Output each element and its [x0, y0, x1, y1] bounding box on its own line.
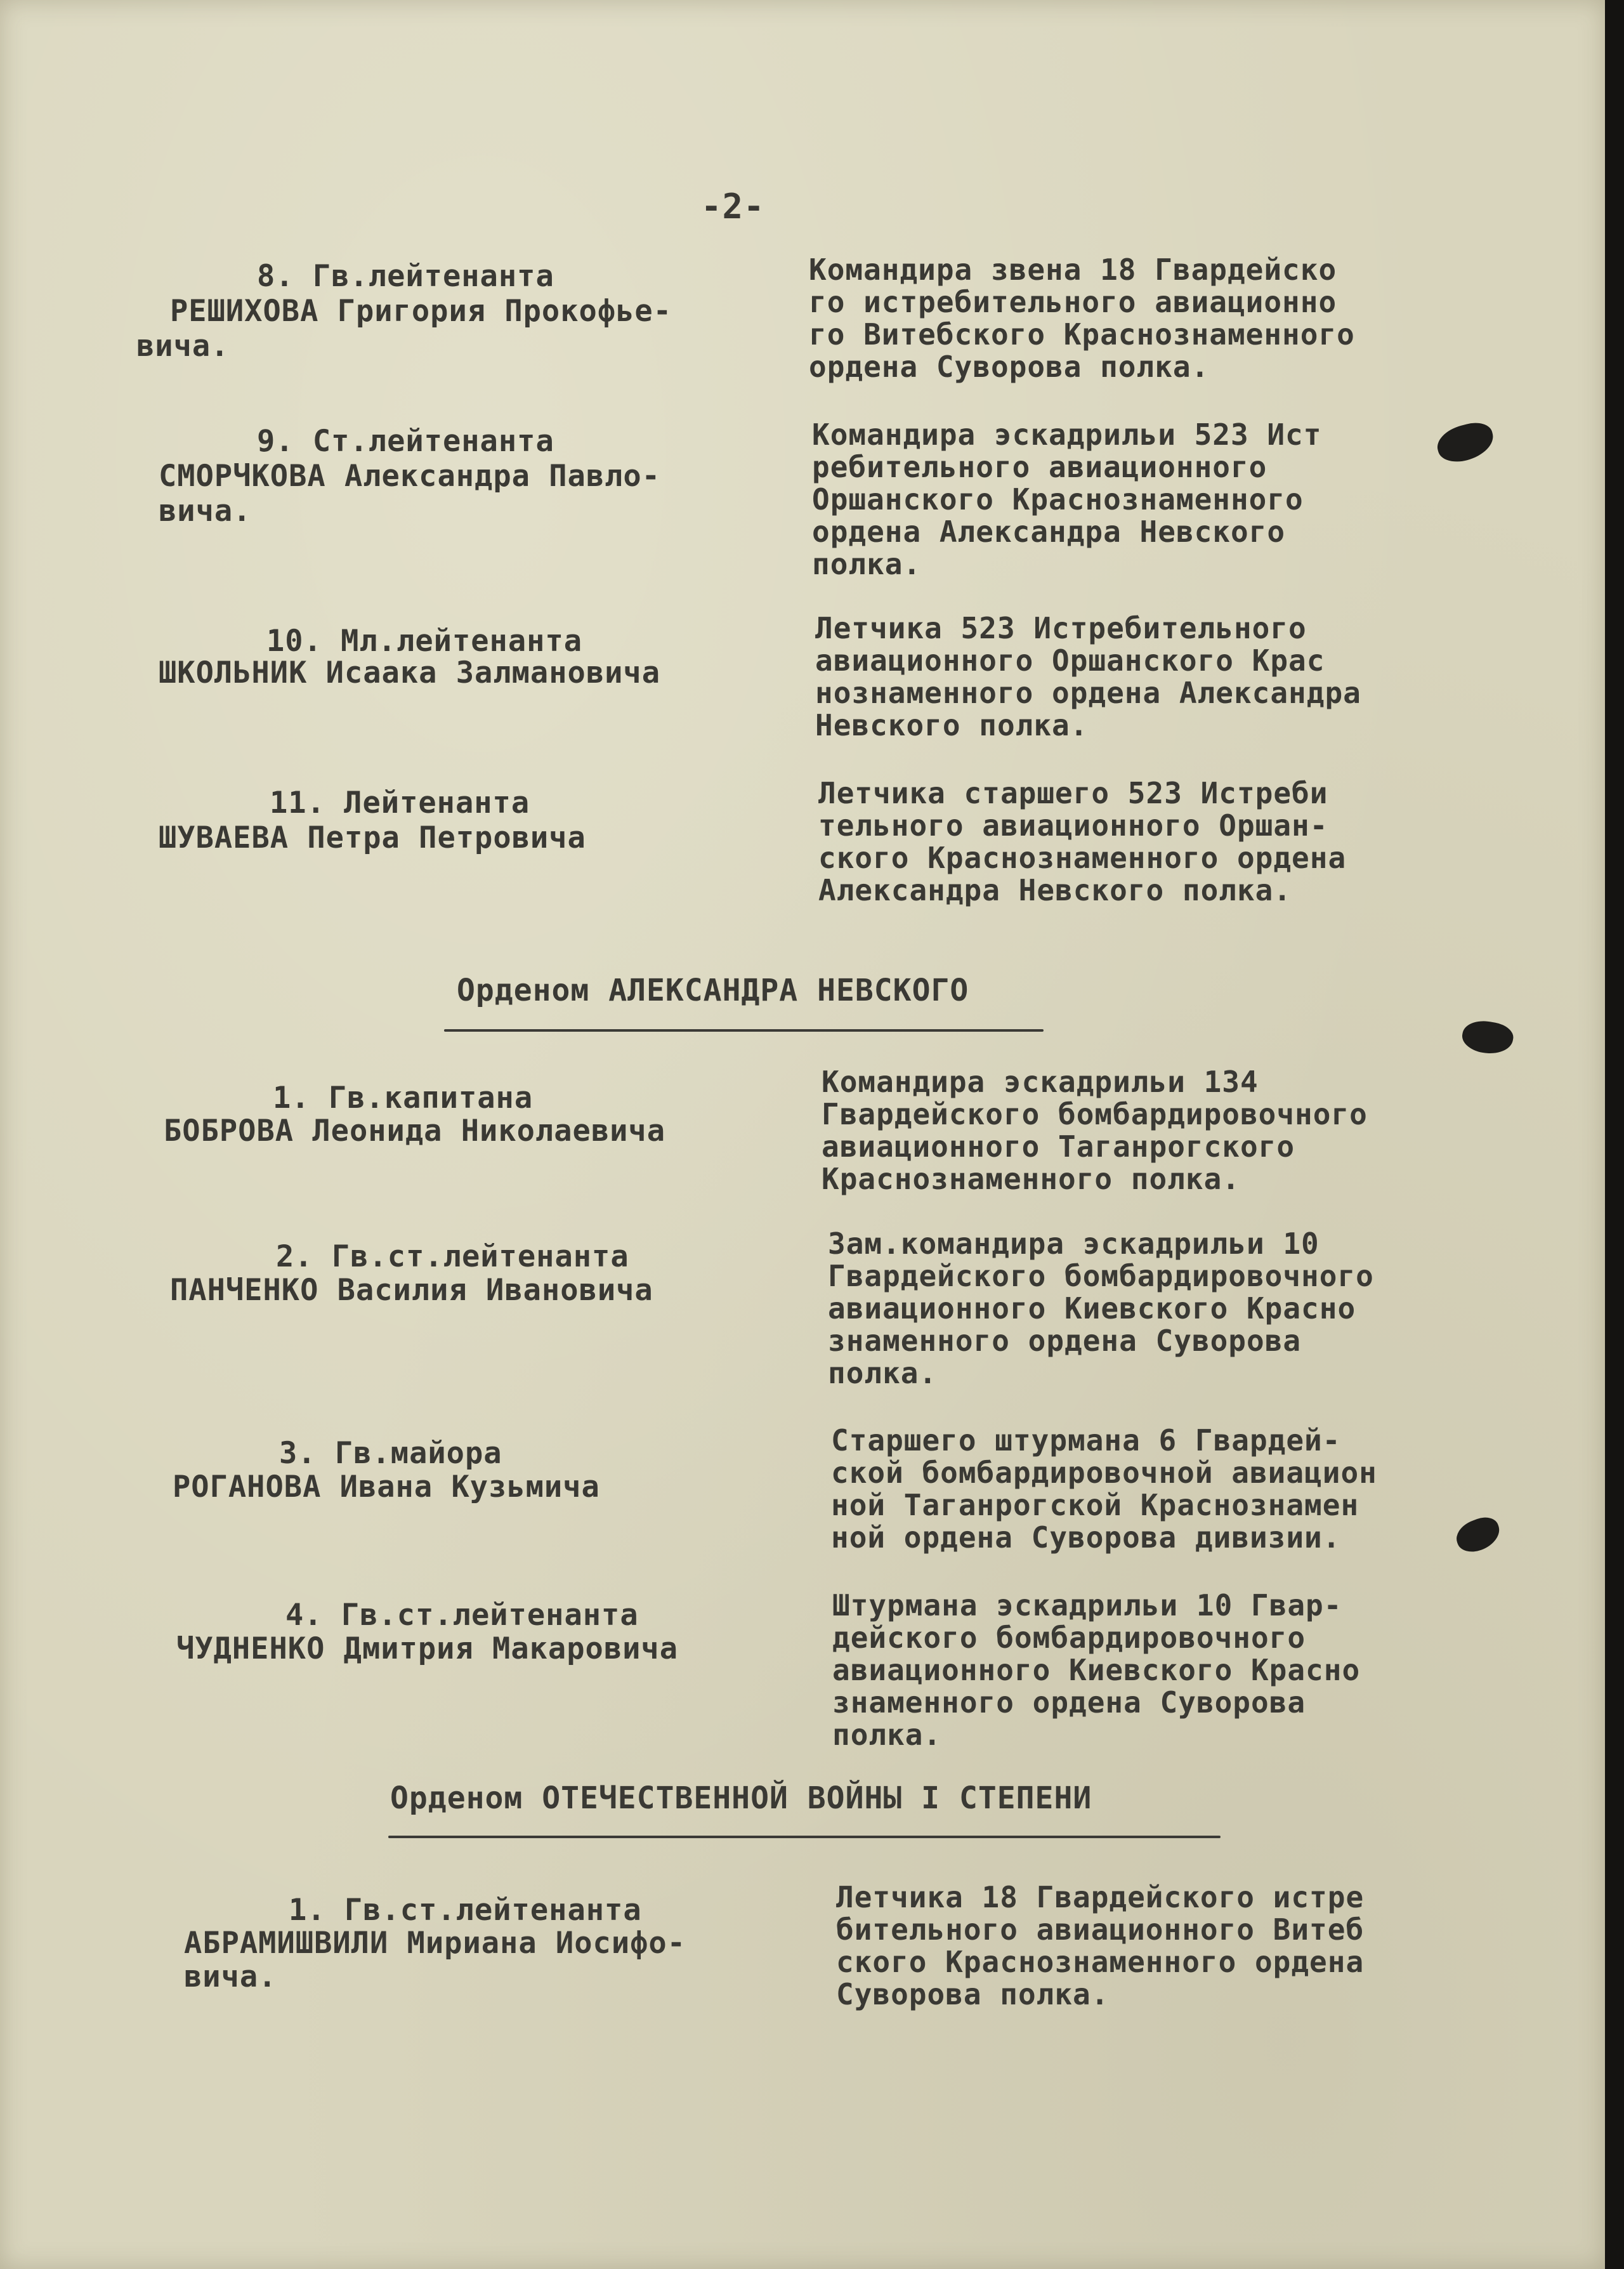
entry-position-line: Командира эскадрильи 134	[822, 1065, 1259, 1099]
entry-position-line: бительного авиационного Витеб	[836, 1912, 1365, 1947]
entry-position-line: Гвардейского бомбардировочного	[828, 1259, 1374, 1293]
entry-position-line: Зам.командира эскадрильи 10	[828, 1227, 1320, 1261]
entry-position-line: нознаменного ордена Александра	[815, 676, 1361, 710]
entry-position-line: полка.	[828, 1356, 938, 1390]
entry-position-line: Штурмана эскадрильи 10 Гвар-	[832, 1588, 1342, 1622]
entry-position-line: Краснознаменного полка.	[822, 1162, 1240, 1196]
entry-position-line: Командира звена 18 Гвардейско	[809, 253, 1337, 287]
entry-position-line: ребительного авиационного	[812, 450, 1267, 484]
entry-position-line: полка.	[832, 1718, 942, 1752]
entry-name: ЧУДНЕНКО Дмитрия Макаровича	[176, 1631, 679, 1666]
entry-name: АБРАМИШВИЛИ Мириана Иосифо-	[184, 1926, 686, 1961]
entry-position-line: Невского полка.	[815, 708, 1089, 742]
ink-blot	[1460, 1017, 1515, 1057]
entry-position-line: дейского бомбардировочного	[832, 1621, 1306, 1655]
entry-rank: 8. Гв.лейтенанта	[257, 259, 554, 294]
entry-position-line: ной Таганрогской Краснознамен	[831, 1488, 1359, 1522]
heading-underline	[388, 1836, 1221, 1838]
entry-rank: 11. Лейтенанта	[270, 786, 530, 820]
entry-position-line: Командира эскадрильи 523 Ист	[812, 418, 1322, 452]
section-heading-patriotic-war: Орденом ОТЕЧЕСТВЕННОЙ ВОЙНЫ I СТЕПЕНИ	[390, 1780, 1092, 1816]
entry-position-line: ордена Александра Невского	[812, 515, 1286, 549]
section-heading-nevsky: Орденом АЛЕКСАНДРА НЕВСКОГО	[457, 973, 969, 1008]
entry-position-line: го истребительного авиационно	[809, 285, 1337, 319]
entry-name: СМОРЧКОВА Александра Павло-	[159, 459, 661, 494]
entry-name: РОГАНОВА Ивана Кузьмича	[173, 1470, 600, 1504]
entry-position-line: Оршанского Краснознаменного	[812, 482, 1304, 516]
entry-position-line: ского Краснознаменного ордена	[818, 841, 1347, 875]
entry-name-cont: вича.	[136, 329, 230, 364]
entry-position-line: Гвардейского бомбардировочного	[822, 1097, 1368, 1131]
entry-position-line: тельного авиационного Оршан-	[818, 808, 1328, 843]
entry-position-line: авиационного Оршанского Крас	[815, 643, 1325, 678]
entry-position-line: ордена Суворова полка.	[809, 350, 1210, 384]
entry-position-line: Летчика старшего 523 Истреби	[818, 776, 1328, 810]
entry-position-line: знаменного ордена Суворова	[832, 1685, 1306, 1720]
entry-position-line: Летчика 523 Истребительного	[815, 611, 1307, 645]
entry-position-line: ной ордена Суворова дивизии.	[831, 1520, 1341, 1555]
entry-name: ПАНЧЕНКО Василия Ивановича	[170, 1273, 653, 1308]
entry-rank: 2. Гв.ст.лейтенанта	[276, 1239, 629, 1274]
entry-rank: 1. Гв.ст.лейтенанта	[289, 1893, 642, 1928]
entry-position-line: авиационного Таганрогского	[822, 1129, 1295, 1164]
entry-name: БОБРОВА Леонида Николаевича	[164, 1114, 666, 1148]
entry-position-line: Старшего штурмана 6 Гвардей-	[831, 1423, 1341, 1457]
entry-position-line: ского Краснознаменного ордена	[836, 1945, 1365, 1979]
entry-name: ШУВАЕВА Петра Петровича	[159, 820, 586, 855]
entry-position-line: Суворова полка.	[836, 1977, 1110, 2011]
entry-position-line: авиационного Киевского Красно	[832, 1653, 1361, 1687]
entry-position-line: ской бомбардировочной авиацион	[831, 1456, 1377, 1490]
entry-position-line: го Витебского Краснознаменного	[809, 317, 1355, 352]
entry-rank: 1. Гв.капитана	[273, 1081, 534, 1115]
entry-rank: 3. Гв.майора	[279, 1436, 502, 1471]
entry-rank: 9. Ст.лейтенанта	[257, 424, 554, 459]
entry-name-cont: вича.	[184, 1959, 277, 1994]
page-number: -2-	[701, 187, 765, 227]
scan-border	[1605, 0, 1624, 2269]
entry-position-line: авиационного Киевского Красно	[828, 1291, 1356, 1325]
entry-rank: 4. Гв.ст.лейтенанта	[285, 1598, 639, 1633]
entry-position-line: полка.	[812, 547, 922, 581]
entry-rank: 10. Мл.лейтенанта	[266, 624, 583, 659]
entry-position-line: Летчика 18 Гвардейского истре	[836, 1880, 1365, 1914]
entry-name: РЕШИХОВА Григория Прокофье-	[170, 294, 672, 329]
heading-underline	[444, 1029, 1044, 1032]
entry-position-line: знаменного ордена Суворова	[828, 1324, 1302, 1358]
entry-name-cont: вича.	[159, 494, 252, 529]
entry-position-line: Александра Невского полка.	[818, 873, 1292, 907]
entry-name: ШКОЛЬНИК Исаака Залмановича	[159, 655, 661, 690]
